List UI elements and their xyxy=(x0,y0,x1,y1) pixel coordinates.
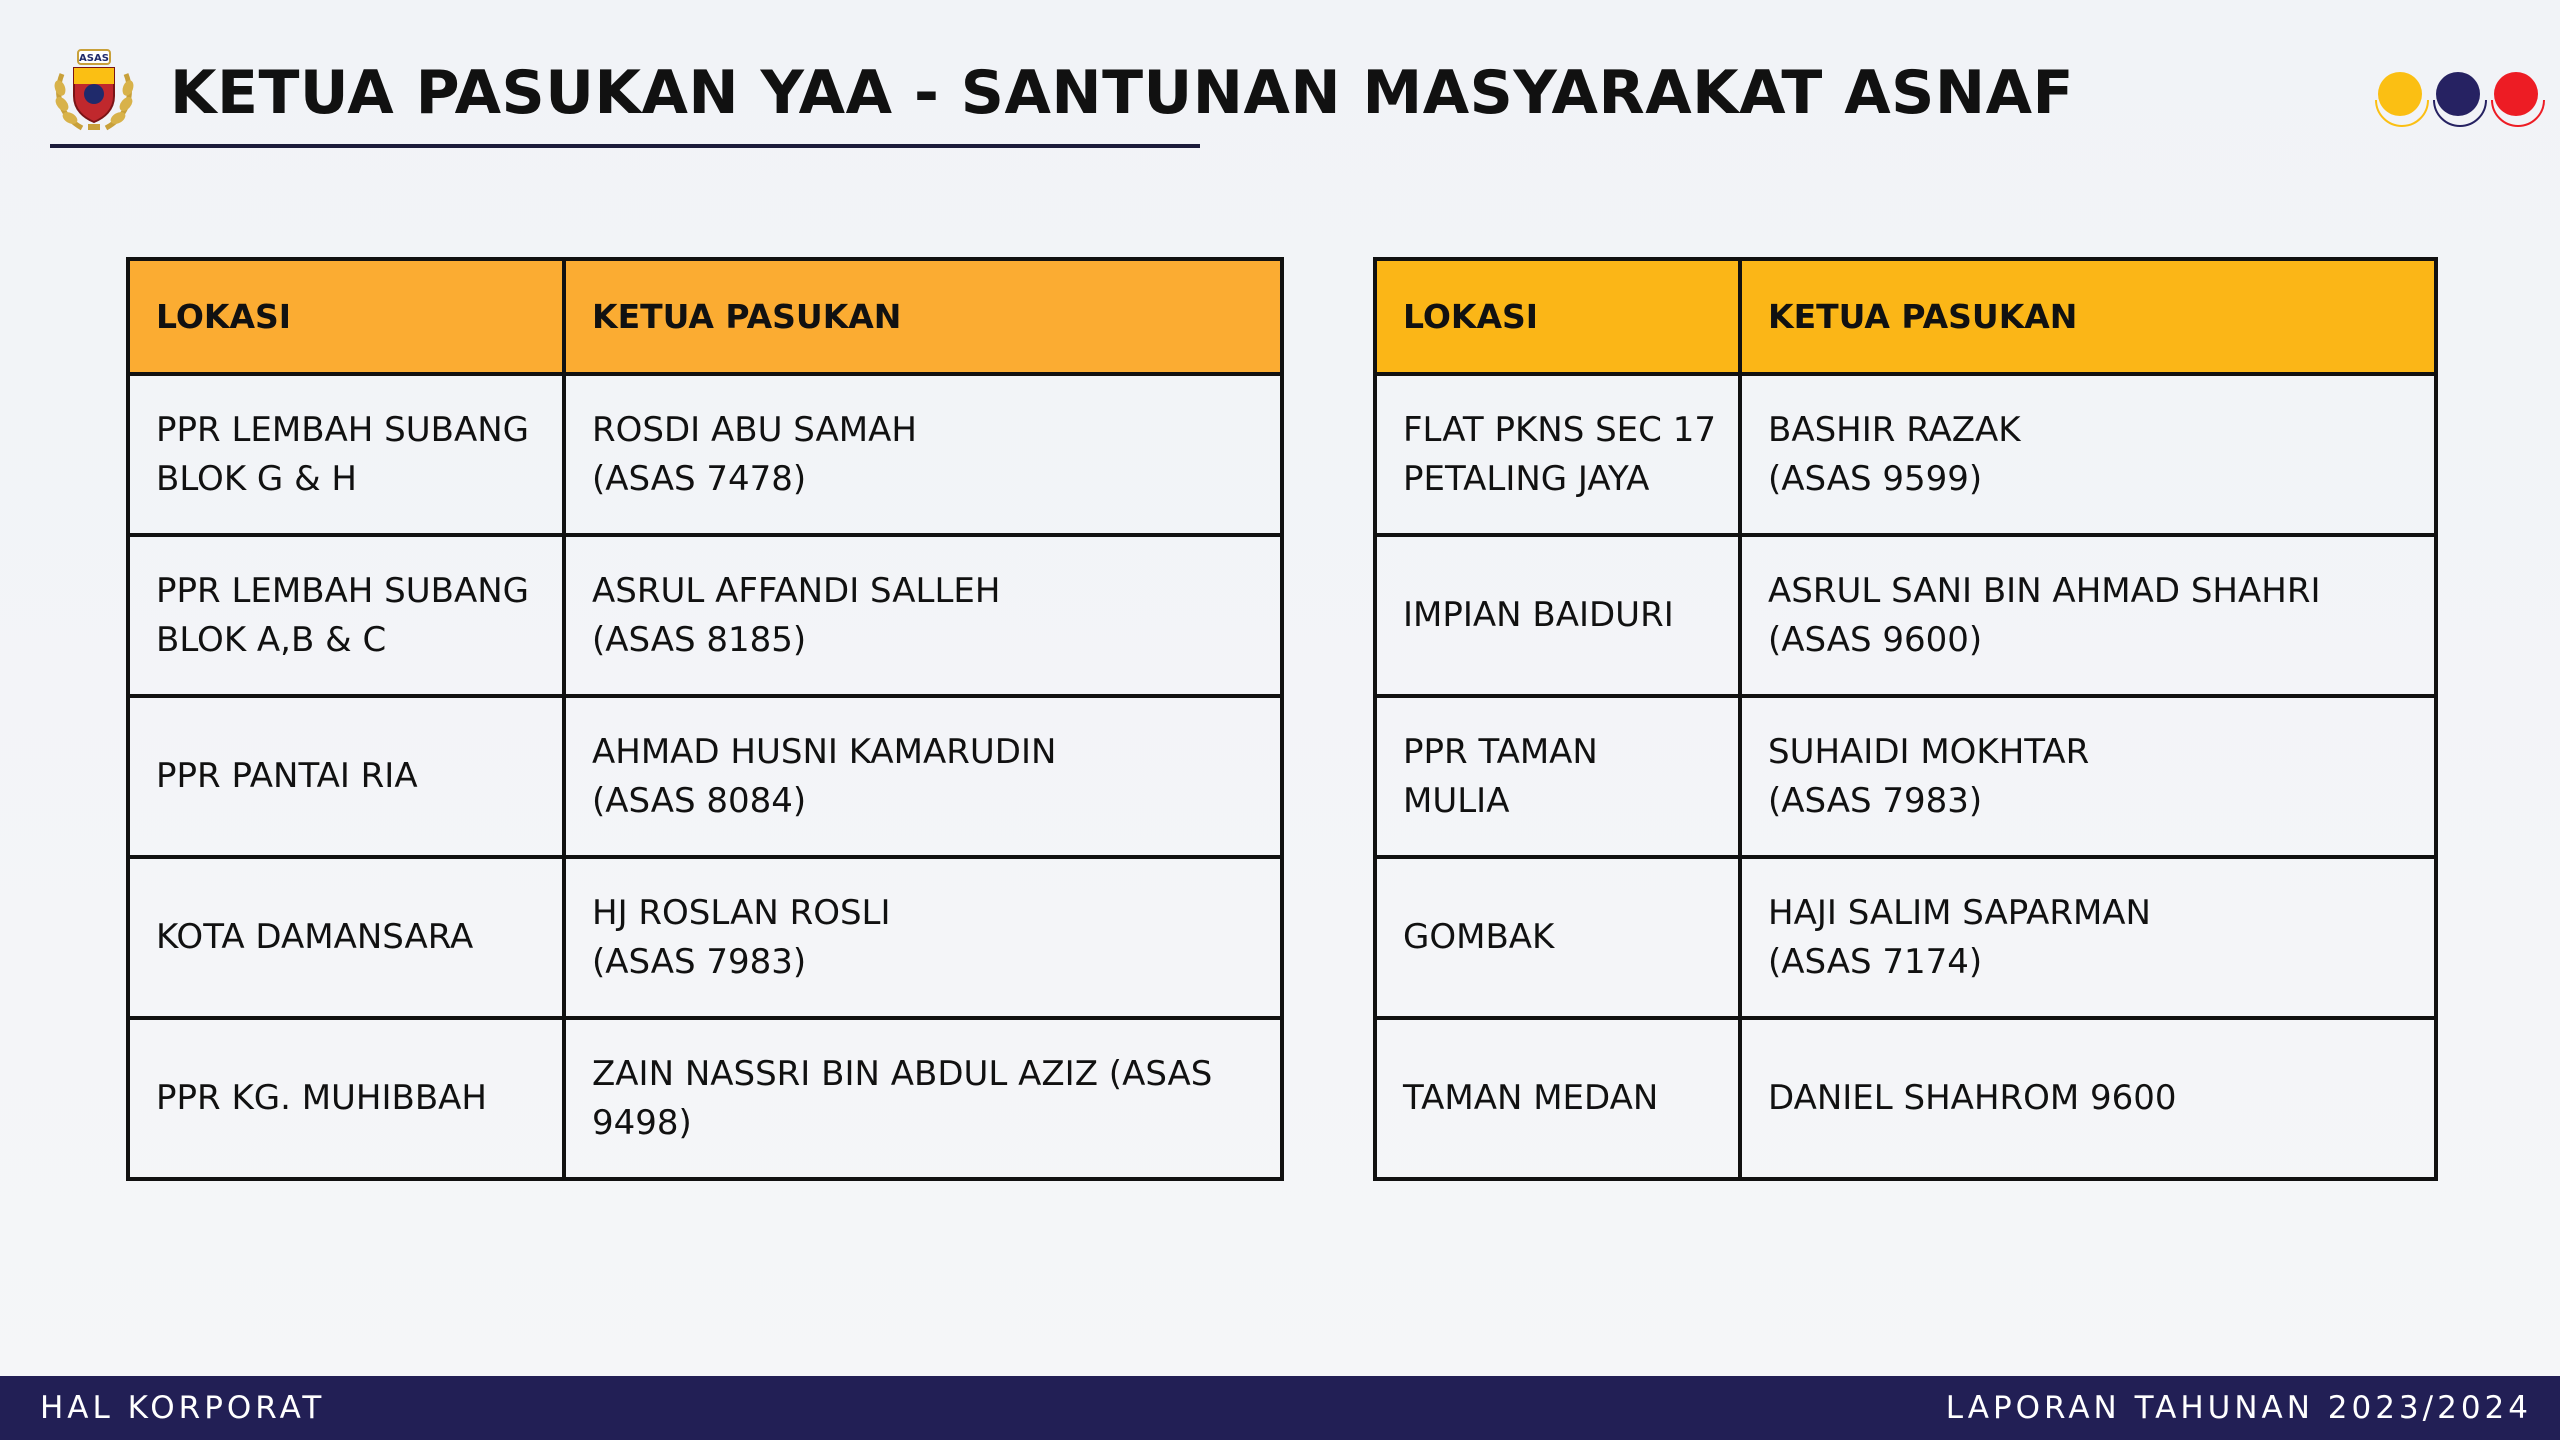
footer-section-label: HAL KORPORAT xyxy=(40,1390,326,1426)
cell-text-line: (ASAS 7983) xyxy=(592,941,807,982)
table-header-row xyxy=(1375,259,2436,374)
cell-lokasi xyxy=(1375,535,1740,696)
table-row xyxy=(128,374,1282,535)
page-title: KETUA PASUKAN YAA - SANTUNAN MASYARAKAT ASNAF xyxy=(170,58,2075,128)
cell-ketua-pasukan xyxy=(1740,857,2436,1018)
title-underline xyxy=(50,144,1200,148)
cell-text-line: PPR LEMBAH SUBANG xyxy=(156,570,529,611)
column-header-lokasi: LOKASI xyxy=(1375,259,1740,374)
cell-text-line: IMPIAN BAIDURI xyxy=(1403,595,1674,635)
cell-text-line: ASRUL SANI BIN AHMAD SHAHRI xyxy=(1768,570,2321,611)
table-right xyxy=(1373,257,2434,1181)
cell-text-line: PPR LEMBAH SUBANG xyxy=(156,409,529,450)
page-header xyxy=(48,44,2548,154)
table-row xyxy=(1375,696,2436,857)
table-row xyxy=(128,1018,1282,1179)
cell-text-line: SUHAIDI MOKHTAR xyxy=(1768,731,2090,772)
column-header-lokasi: LOKASI xyxy=(128,259,564,374)
table-row xyxy=(128,857,1282,1018)
table-row xyxy=(128,535,1282,696)
cell-text-line: BLOK G & H xyxy=(156,458,357,499)
cell-ketua-pasukan xyxy=(564,374,1282,535)
cell-text-line: BLOK A,B & C xyxy=(156,619,387,660)
cell-text-line: MULIA xyxy=(1403,780,1510,821)
decorative-dots xyxy=(2368,58,2548,128)
cell-text-line: DANIEL SHAHROM 9600 xyxy=(1768,1078,2177,1118)
cell-ketua-pasukan xyxy=(564,535,1282,696)
cell-text-line: ZAIN NASSRI BIN ABDUL AZIZ (ASAS xyxy=(592,1053,1213,1094)
table-row xyxy=(128,696,1282,857)
cell-text-line: (ASAS 9600) xyxy=(1768,619,1983,660)
cell-text-line: (ASAS 8185) xyxy=(592,619,807,660)
column-header-ketua-pasukan: KETUA PASUKAN xyxy=(564,259,1282,374)
cell-ketua-pasukan xyxy=(1740,535,2436,696)
cell-lokasi xyxy=(128,1018,564,1179)
table-row xyxy=(1375,857,2436,1018)
cell-text-line: GOMBAK xyxy=(1403,917,1555,957)
table-row xyxy=(1375,374,2436,535)
cell-lokasi xyxy=(1375,1018,1740,1179)
cell-ketua-pasukan xyxy=(564,1018,1282,1179)
cell-text-line: (ASAS 7478) xyxy=(592,458,807,499)
cell-lokasi xyxy=(128,696,564,857)
asas-logo xyxy=(48,44,140,136)
cell-lokasi xyxy=(128,374,564,535)
footer-bar xyxy=(0,1376,2560,1440)
cell-ketua-pasukan xyxy=(1740,696,2436,857)
table-row xyxy=(1375,1018,2436,1179)
cell-text-line: PPR PANTAI RIA xyxy=(156,756,418,796)
logo-text: ASAS xyxy=(79,53,109,64)
cell-lokasi xyxy=(1375,857,1740,1018)
cell-text-line: AHMAD HUSNI KAMARUDIN xyxy=(592,731,1057,772)
table-row xyxy=(1375,535,2436,696)
cell-ketua-pasukan xyxy=(564,696,1282,857)
navy-dot xyxy=(2436,72,2480,116)
red-dot xyxy=(2494,72,2538,116)
cell-lokasi xyxy=(1375,696,1740,857)
cell-ketua-pasukan xyxy=(1740,374,2436,535)
table-left xyxy=(126,257,1280,1181)
cell-text-line: (ASAS 7983) xyxy=(1768,780,1983,821)
cell-text-line: ROSDI ABU SAMAH xyxy=(592,409,917,450)
footer-report-label: LAPORAN TAHUNAN 2023/2024 xyxy=(1945,1390,2532,1426)
cell-lokasi xyxy=(128,857,564,1018)
column-header-ketua-pasukan: KETUA PASUKAN xyxy=(1740,259,2436,374)
cell-text-line: PPR TAMAN xyxy=(1403,731,1598,772)
cell-text-line: TAMAN MEDAN xyxy=(1403,1078,1659,1118)
cell-text-line: BASHIR RAZAK xyxy=(1768,409,2021,450)
cell-text-line: HJ ROSLAN ROSLI xyxy=(592,892,891,933)
cell-text-line: (ASAS 8084) xyxy=(592,780,807,821)
cell-lokasi xyxy=(1375,374,1740,535)
cell-ketua-pasukan xyxy=(1740,1018,2436,1179)
yellow-dot xyxy=(2378,72,2422,116)
cell-text-line: HAJI SALIM SAPARMAN xyxy=(1768,892,2151,933)
cell-ketua-pasukan xyxy=(564,857,1282,1018)
table-header-row xyxy=(128,259,1282,374)
cell-text-line: (ASAS 9599) xyxy=(1768,458,1983,499)
cell-text-line: ASRUL AFFANDI SALLEH xyxy=(592,570,1001,611)
cell-text-line: KOTA DAMANSARA xyxy=(156,917,474,957)
cell-text-line: PPR KG. MUHIBBAH xyxy=(156,1078,487,1118)
cell-text-line: FLAT PKNS SEC 17 xyxy=(1403,409,1716,450)
cell-text-line: PETALING JAYA xyxy=(1403,458,1650,499)
cell-text-line: 9498) xyxy=(592,1102,692,1143)
cell-lokasi xyxy=(128,535,564,696)
cell-text-line: (ASAS 7174) xyxy=(1768,941,1983,982)
